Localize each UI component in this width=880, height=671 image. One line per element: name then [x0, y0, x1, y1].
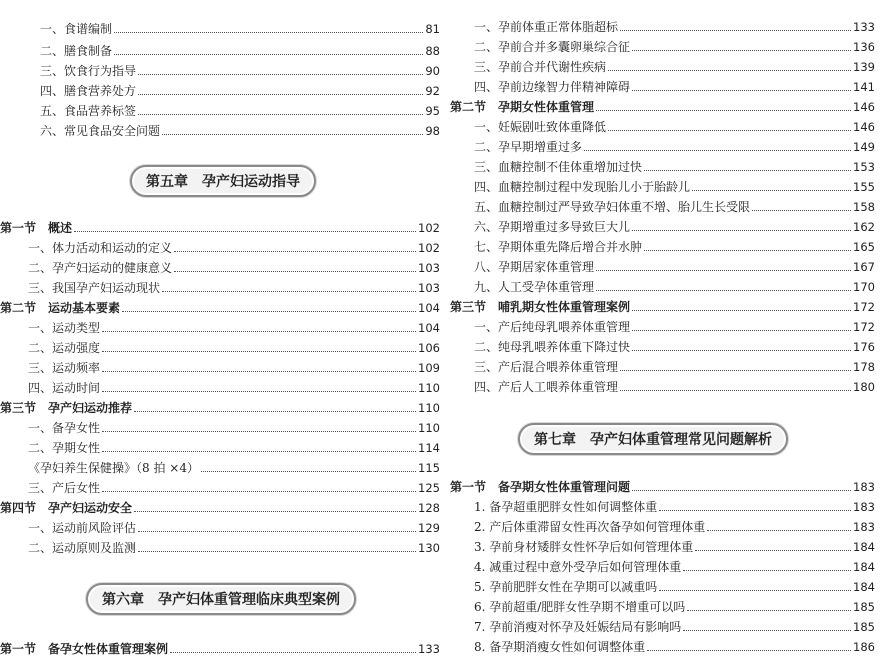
- toc-entry-label: 一、运动前风险评估: [28, 521, 137, 535]
- dot-leader: [138, 74, 423, 75]
- dot-leader: [644, 170, 851, 171]
- toc-entry-row[interactable]: [450, 34, 875, 54]
- toc-page-number: 170: [853, 280, 875, 294]
- toc-entry-label: 第一节 备孕女性体重管理案例: [0, 642, 169, 656]
- toc-entry-row[interactable]: [450, 374, 875, 394]
- dot-leader: [102, 431, 416, 432]
- dot-leader: [752, 210, 851, 211]
- toc-page-number: 141: [853, 80, 875, 94]
- dot-leader: [201, 471, 416, 472]
- toc-entry-row[interactable]: [0, 118, 440, 138]
- toc-page-number: 103: [418, 261, 440, 275]
- dot-leader: [74, 231, 416, 232]
- dot-leader: [134, 511, 416, 512]
- toc-entry-label: 二、孕期女性: [28, 441, 101, 455]
- toc-page-number: 102: [418, 241, 440, 255]
- toc-entry-row[interactable]: [0, 98, 440, 118]
- toc-page-number: 184: [853, 540, 875, 554]
- toc-entry-label: 五、食品营养标签: [40, 104, 137, 118]
- toc-page-number: 162: [853, 220, 875, 234]
- toc-page-number: 149: [853, 140, 875, 154]
- toc-entry-row[interactable]: [0, 455, 440, 475]
- toc-entry-label: 一、孕前体重正常体脂超标: [474, 20, 619, 34]
- toc-entry-row[interactable]: [450, 594, 875, 614]
- dot-leader: [170, 652, 416, 653]
- toc-page-number: 130: [418, 541, 440, 555]
- toc-page-number: 185: [853, 620, 875, 634]
- dot-leader: [647, 650, 851, 651]
- dot-leader: [632, 310, 851, 311]
- toc-page-number: 183: [853, 520, 875, 534]
- chapter-heading[interactable]: [86, 582, 356, 616]
- toc-page-number: 146: [853, 100, 875, 114]
- toc-page-number: 98: [425, 124, 440, 138]
- toc-entry-row[interactable]: [0, 58, 440, 78]
- toc-entry-row[interactable]: [450, 134, 875, 154]
- toc-entry-label: 一、食谱编制: [40, 22, 113, 36]
- toc-page-number: 110: [418, 421, 440, 435]
- toc-page-number: 139: [853, 60, 875, 74]
- toc-entry-row[interactable]: [450, 194, 875, 214]
- toc-entry-row[interactable]: [450, 314, 875, 334]
- toc-page-number: 81: [425, 22, 440, 36]
- toc-entry-label: 第二节 孕期女性体重管理: [450, 100, 595, 114]
- toc-entry-row[interactable]: [450, 154, 875, 174]
- dot-leader: [174, 251, 416, 252]
- dot-leader: [162, 291, 416, 292]
- dot-leader: [138, 94, 423, 95]
- toc-entry-row[interactable]: [450, 554, 875, 574]
- chapter-heading[interactable]: [130, 164, 316, 198]
- toc-entry-row[interactable]: [450, 54, 875, 74]
- toc-entry-label: 二、孕产妇运动的健康意义: [28, 261, 173, 275]
- toc-page-number: 133: [853, 20, 875, 34]
- toc-page-number: 109: [418, 361, 440, 375]
- toc-page-number: 155: [853, 180, 875, 194]
- toc-entry-row[interactable]: [0, 255, 440, 275]
- toc-entry-row[interactable]: [0, 38, 440, 58]
- toc-section-row[interactable]: [0, 395, 440, 415]
- toc-page-number: 185: [853, 600, 875, 614]
- dot-leader: [620, 30, 851, 31]
- toc-entry-row[interactable]: [450, 234, 875, 254]
- toc-section-row[interactable]: [0, 295, 440, 315]
- toc-entry-label: 三、产后女性: [28, 481, 101, 495]
- toc-entry-label: 3. 孕前身材矮胖女性怀孕后如何管理体重: [474, 540, 694, 554]
- chapter-title: 第六章 孕产妇体重管理临床典型案例: [86, 583, 356, 615]
- toc-entry-row[interactable]: [450, 614, 875, 634]
- dot-leader: [596, 270, 851, 271]
- toc-entry-label: 四、产后人工喂养体重管理: [474, 380, 619, 394]
- toc-entry-row[interactable]: [0, 535, 440, 555]
- toc-entry-label: 四、孕前边缘智力伴精神障碍: [474, 80, 631, 94]
- dot-leader: [632, 330, 851, 331]
- toc-entry-row[interactable]: [450, 214, 875, 234]
- chapter-heading[interactable]: [518, 422, 788, 456]
- toc-entry-row[interactable]: [0, 435, 440, 455]
- toc-entry-label: 一、备孕女性: [28, 421, 101, 435]
- toc-entry-row[interactable]: [450, 574, 875, 594]
- dot-leader: [632, 50, 851, 51]
- toc-entry-label: 二、运动强度: [28, 341, 101, 355]
- toc-entry-label: 八、孕期居家体重管理: [474, 260, 595, 274]
- dot-leader: [620, 370, 851, 371]
- toc-entry-label: 5. 孕前肥胖女性在孕期可以减重吗: [474, 580, 658, 594]
- toc-entry-row[interactable]: [450, 174, 875, 194]
- dot-leader: [632, 230, 851, 231]
- dot-leader: [134, 411, 416, 412]
- toc-page-number: 172: [853, 300, 875, 314]
- toc-page-number: 176: [853, 340, 875, 354]
- chapter-title: 第七章 孕产妇体重管理常见问题解析: [518, 423, 788, 455]
- toc-section-row[interactable]: [450, 94, 875, 114]
- toc-entry-row[interactable]: [0, 415, 440, 435]
- toc-page-number: 133: [418, 642, 440, 656]
- toc-page-number: 104: [418, 321, 440, 335]
- toc-page-number: 128: [418, 501, 440, 515]
- dot-leader: [596, 110, 851, 111]
- toc-page-number: 178: [853, 360, 875, 374]
- dot-leader: [608, 70, 851, 71]
- dot-leader: [659, 590, 851, 591]
- toc-entry-label: 1. 备孕超重肥胖女性如何调整体重: [474, 500, 658, 514]
- dot-leader: [632, 350, 851, 351]
- toc-entry-row[interactable]: [0, 16, 440, 36]
- toc-page-number: 183: [853, 500, 875, 514]
- toc-entry-row[interactable]: [450, 274, 875, 294]
- toc-entry-label: 九、人工受孕体重管理: [474, 280, 595, 294]
- dot-leader: [102, 331, 416, 332]
- toc-entry-label: 一、妊娠剧吐致体重降低: [474, 120, 607, 134]
- toc-entry-row[interactable]: [450, 514, 875, 534]
- toc-entry-label: 第三节 孕产妇运动推荐: [0, 401, 133, 415]
- dot-leader: [102, 491, 416, 492]
- dot-leader: [683, 630, 851, 631]
- toc-entry-row[interactable]: [450, 534, 875, 554]
- toc-page-number: 106: [418, 341, 440, 355]
- chapter-title: 第五章 孕产妇运动指导: [130, 165, 316, 197]
- toc-entry-row[interactable]: [0, 235, 440, 255]
- toc-entry-label: 《孕妇养生保健操》（8 拍 ×4）: [28, 461, 199, 475]
- toc-entry-row[interactable]: [450, 334, 875, 354]
- toc-entry-label: 二、纯母乳喂养体重下降过快: [474, 340, 631, 354]
- toc-section-row[interactable]: [450, 474, 875, 494]
- toc-entry-label: 三、我国孕产妇运动现状: [28, 281, 161, 295]
- toc-entry-row[interactable]: [450, 354, 875, 374]
- toc-page-number: 165: [853, 240, 875, 254]
- toc-entry-label: 四、运动时间: [28, 381, 101, 395]
- toc-entry-label: 六、孕期增重过多导致巨大儿: [474, 220, 631, 234]
- dot-leader: [174, 271, 416, 272]
- toc-entry-label: 三、饮食行为指导: [40, 64, 137, 78]
- toc-page-number: 183: [853, 480, 875, 494]
- toc-entry-label: 第三节 哺乳期女性体重管理案例: [450, 300, 631, 314]
- toc-entry-row[interactable]: [450, 14, 875, 34]
- dot-leader: [620, 390, 851, 391]
- toc-entry-label: 七、孕期体重先降后增合并水肿: [474, 240, 643, 254]
- toc-page-number: 115: [418, 461, 440, 475]
- toc-page-number: 114: [418, 441, 440, 455]
- dot-leader: [102, 351, 416, 352]
- toc-entry-row[interactable]: [450, 114, 875, 134]
- toc-page-number: 110: [418, 381, 440, 395]
- toc-page-number: 129: [418, 521, 440, 535]
- toc-page-number: 125: [418, 481, 440, 495]
- toc-page-number: 153: [853, 160, 875, 174]
- toc-entry-row[interactable]: [0, 355, 440, 375]
- toc-entry-label: 第四节 孕产妇运动安全: [0, 501, 133, 515]
- dot-leader: [632, 90, 851, 91]
- toc-entry-label: 二、孕早期增重过多: [474, 140, 583, 154]
- toc-page-number: 88: [425, 44, 440, 58]
- toc-page-number: 167: [853, 260, 875, 274]
- toc-entry-label: 五、血糖控制过严导致孕妇体重不增、胎儿生长受限: [474, 200, 751, 214]
- toc-page-number: 184: [853, 560, 875, 574]
- toc-entry-label: 二、膳食制备: [40, 44, 113, 58]
- dot-leader: [707, 530, 851, 531]
- toc-entry-label: 三、运动频率: [28, 361, 101, 375]
- toc-entry-row[interactable]: [0, 275, 440, 295]
- toc-page-number: 146: [853, 120, 875, 134]
- toc-entry-label: 一、体力活动和运动的定义: [28, 241, 173, 255]
- toc-section-row[interactable]: [0, 636, 440, 656]
- toc-entry-label: 六、常见食品安全问题: [40, 124, 161, 138]
- toc-entry-row[interactable]: [0, 335, 440, 355]
- toc-entry-label: 一、产后纯母乳喂养体重管理: [474, 320, 631, 334]
- toc-entry-label: 第一节 概述: [0, 221, 73, 235]
- dot-leader: [683, 570, 851, 571]
- toc-page-number: 158: [853, 200, 875, 214]
- toc-entry-row[interactable]: [450, 254, 875, 274]
- toc-entry-label: 7. 孕前消瘦对怀孕及妊娠结局有影响吗: [474, 620, 682, 634]
- toc-page-number: 104: [418, 301, 440, 315]
- toc-entry-label: 2. 产后体重滞留女性再次备孕如何管理体重: [474, 520, 706, 534]
- toc-entry-row[interactable]: [450, 494, 875, 514]
- toc-entry-label: 二、孕前合并多囊卵巢综合征: [474, 40, 631, 54]
- toc-entry-label: 三、产后混合喂养体重管理: [474, 360, 619, 374]
- toc-page-number: 186: [853, 640, 875, 654]
- toc-section-row[interactable]: [450, 294, 875, 314]
- toc-section-row[interactable]: [0, 495, 440, 515]
- dot-leader: [584, 150, 851, 151]
- dot-leader: [102, 391, 416, 392]
- toc-page-number: 110: [418, 401, 440, 415]
- toc-page-number: 103: [418, 281, 440, 295]
- toc-entry-label: 6. 孕前超重/肥胖女性孕期不增重可以吗: [474, 600, 686, 614]
- toc-entry-row[interactable]: [450, 74, 875, 94]
- toc-entry-label: 4. 减重过程中意外受孕后如何管理体重: [474, 560, 682, 574]
- dot-leader: [138, 531, 416, 532]
- toc-entry-row[interactable]: [0, 315, 440, 335]
- dot-leader: [608, 130, 851, 131]
- dot-leader: [102, 451, 416, 452]
- dot-leader: [687, 610, 851, 611]
- dot-leader: [632, 490, 851, 491]
- toc-entry-row[interactable]: [450, 634, 875, 654]
- dot-leader: [695, 550, 851, 551]
- dot-leader: [102, 371, 416, 372]
- dot-leader: [122, 311, 416, 312]
- toc-entry-label: 第一节 备孕期女性体重管理问题: [450, 480, 631, 494]
- dot-leader: [659, 510, 851, 511]
- dot-leader: [692, 190, 851, 191]
- toc-page-number: 90: [425, 64, 440, 78]
- toc-entry-label: 一、运动类型: [28, 321, 101, 335]
- dot-leader: [596, 290, 851, 291]
- toc-page-number: 172: [853, 320, 875, 334]
- dot-leader: [138, 114, 423, 115]
- toc-entry-row[interactable]: [0, 78, 440, 98]
- toc-page-number: 180: [853, 380, 875, 394]
- toc-entry-label: 二、运动原则及监测: [28, 541, 137, 555]
- toc-entry-row[interactable]: [0, 375, 440, 395]
- toc-page-number: 102: [418, 221, 440, 235]
- toc-section-row[interactable]: [0, 215, 440, 235]
- toc-entry-label: 三、孕前合并代谢性疾病: [474, 60, 607, 74]
- toc-entry-label: 第二节 运动基本要素: [0, 301, 121, 315]
- dot-leader: [114, 32, 423, 33]
- toc-page-number: 136: [853, 40, 875, 54]
- toc-entry-label: 四、血糖控制过程中发现胎儿小于胎龄儿: [474, 180, 691, 194]
- toc-entry-row[interactable]: [0, 515, 440, 535]
- toc-page-number: 95: [425, 104, 440, 118]
- toc-entry-row[interactable]: [0, 475, 440, 495]
- dot-leader: [644, 250, 851, 251]
- dot-leader: [162, 134, 423, 135]
- toc-entry-label: 四、膳食营养处方: [40, 84, 137, 98]
- dot-leader: [138, 551, 416, 552]
- toc-entry-label: 8. 备孕期消瘦女性如何调整体重: [474, 640, 646, 654]
- toc-page-number: 184: [853, 580, 875, 594]
- dot-leader: [114, 54, 423, 55]
- toc-page-number: 92: [425, 84, 440, 98]
- toc-entry-label: 三、血糖控制不佳体重增加过快: [474, 160, 643, 174]
